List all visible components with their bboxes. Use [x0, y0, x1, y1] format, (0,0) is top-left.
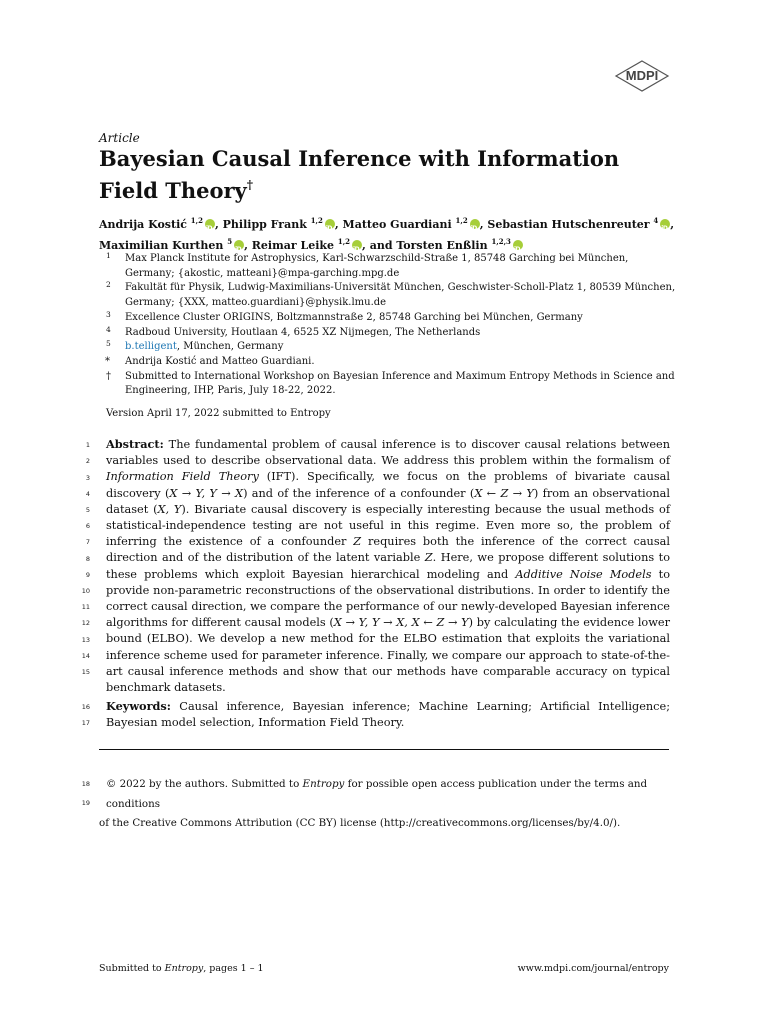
- line-number: 4: [85, 490, 90, 498]
- keywords: Keywords: Causal inference, Bayesian inference; Machine Learning; Artificial Intelligence; Bayesian model selection, Information Field Theory.: [106, 699, 670, 730]
- affiliation-item: 4 Radboud University, Houtlaan 4, 6525 XZ Nijmegen, The Netherlands: [106, 324, 481, 338]
- line-number: 12: [81, 619, 90, 627]
- author[interactable]: Matteo Guardiani $^{1,2}$iD: [343, 218, 480, 231]
- license-link[interactable]: of the Creative Commons Attribution (CC BY) license (http://creativecommons.org/licenses/by/4.0/).: [99, 817, 621, 829]
- affiliation-item: * Andrija Kostić and Matteo Guardiani.: [105, 355, 315, 367]
- author[interactable]: Reimar Leike $^{1,2}$iD: [252, 239, 362, 252]
- author[interactable]: Sebastian Hutschenreuter $^4$iD: [487, 218, 670, 231]
- title-text: Bayesian Causal Inference with Information Field Theory: [99, 146, 620, 203]
- affiliation-item: 3 Excellence Cluster ORIGINS, Boltzmannstraße 2, 85748 Garching bei München, Germany: [106, 309, 583, 323]
- line-number: 15: [81, 668, 90, 676]
- mdpi-logo: [612, 60, 672, 94]
- line-number: 8: [85, 555, 90, 563]
- orcid-icon[interactable]: [234, 240, 244, 250]
- line-number: 6: [85, 522, 90, 530]
- footer-submitted: Submitted to Entropy, pages 1 – 1: [99, 963, 264, 974]
- orcid-icon[interactable]: [205, 219, 215, 229]
- footer-journal-url[interactable]: www.mdpi.com/journal/entropy: [517, 963, 669, 974]
- line-number: 10: [81, 587, 90, 595]
- line-number: 3: [85, 474, 90, 482]
- title-mark: †: [246, 178, 254, 192]
- orcid-icon[interactable]: [470, 219, 480, 229]
- affiliation-item: † Submitted to International Workshop on Bayesian Inference and Maximum Entropy Methods in Science and Engineering, IHP, Paris, July 18-22, 2022.: [106, 370, 675, 397]
- line-number: 17: [81, 719, 90, 727]
- article-type: Article: [99, 131, 140, 145]
- logo-text: MDPI: [625, 68, 659, 83]
- line-number: 13: [81, 636, 90, 644]
- orcid-icon[interactable]: [513, 240, 523, 250]
- license-statement: © 2022 by the authors. Submitted to Entropy for possible open access publication under the terms and conditions of the Creative Commons Attribution (CC BY) license (http://creativecommons.org/licenses/by/4.0/).: [99, 778, 648, 829]
- line-number: 5: [85, 506, 90, 514]
- author-list: Andrija Kostić $^{1,2}$iD , Philipp Frank $^{1,2}$iD , Matteo Guardiani $^{1,2}$iD , Sebastian Hutschenreuter $^4$iD , Maximilian Kurthen $^5$iD , Reimar Leike $^{1,2}$iD , and Torsten Enßlin $^{1,2,3}$iD: [99, 212, 679, 254]
- version-line: Version April 17, 2022 submitted to Entropy: [106, 408, 331, 419]
- page-title: [99, 146, 679, 204]
- line-number: 18: [81, 780, 90, 788]
- line-number: 19: [81, 799, 90, 807]
- line-number: 7: [85, 538, 90, 546]
- affiliation-link[interactable]: b.telligent: [125, 341, 177, 353]
- affiliation-item: 2 Fakultät für Physik, Ludwig-Maximilians-Universität München, Geschwister-Scholl-Platz 1, 80539 München, Germany; {XXX, matteo.guardiani}@physik.lmu.de: [106, 280, 676, 309]
- line-number: 2: [85, 457, 90, 465]
- orcid-icon[interactable]: [660, 219, 670, 229]
- orcid-icon[interactable]: [352, 240, 362, 250]
- line-number: 14: [81, 652, 90, 660]
- orcid-icon[interactable]: [325, 219, 335, 229]
- line-number: 1: [85, 441, 90, 449]
- author[interactable]: Philipp Frank $^{1,2}$iD: [223, 218, 335, 231]
- divider: [99, 749, 669, 750]
- line-number: 16: [81, 703, 90, 711]
- author[interactable]: Andrija Kostić $^{1,2}$iD: [99, 218, 215, 231]
- affiliation-item: 5 b.telligent, München, Germany: [106, 339, 284, 353]
- line-number: 9: [85, 571, 90, 579]
- affiliation-item: 1 Max Planck Institute for Astrophysics, Karl-Schwarzschild-Straße 1, 85748 Garching bei München, Germany; {akostic, matteani}@mpa-garching.mpg.de: [106, 251, 629, 279]
- line-number: 11: [81, 603, 90, 611]
- abstract: Abstract: The fundamental problem of causal inference is to discover causal relations between variables used to describe observational data. We address this problem within the formalism of Information Field Theory (IFT). Specifically, we focus on the problems of bivariate causal discovery (X → Y, Y → X) and of the inference of a confounder (X ← Z → Y) from an observational dataset (X, Y). Bivariate causal discovery is especially interesting because the usual methods of statistical-independence testing are not useful in this regime. Even more so, the problem of inferring the existence of a confounder Z requires both the inference of the correct causal direction and of the distribution of the latent variable Z. Here, we propose different solutions to these problems which exploit Bayesian hierarchical modeling and Additive Noise Models to provide non-parametric reconstructions of the observational distributions. In order to identify the correct causal direction, we compare the performance of our newly-developed Bayesian inference algorithms for different causal models (X → Y, Y → X, X ← Z → Y) by calculating the evidence lower bound (ELBO). We develop a new method for the ELBO estimation that exploits the variational inference scheme used for parameter inference. Finally, we compare our approach to state-of-the-art causal inference methods and show that our methods have comparable accuracy on typical benchmark datasets.: [106, 437, 671, 695]
- author[interactable]: Maximilian Kurthen $^5$iD: [99, 239, 244, 252]
- author[interactable]: Torsten Enßlin $^{1,2,3}$iD: [396, 239, 523, 252]
- affiliations: [99, 252, 679, 399]
